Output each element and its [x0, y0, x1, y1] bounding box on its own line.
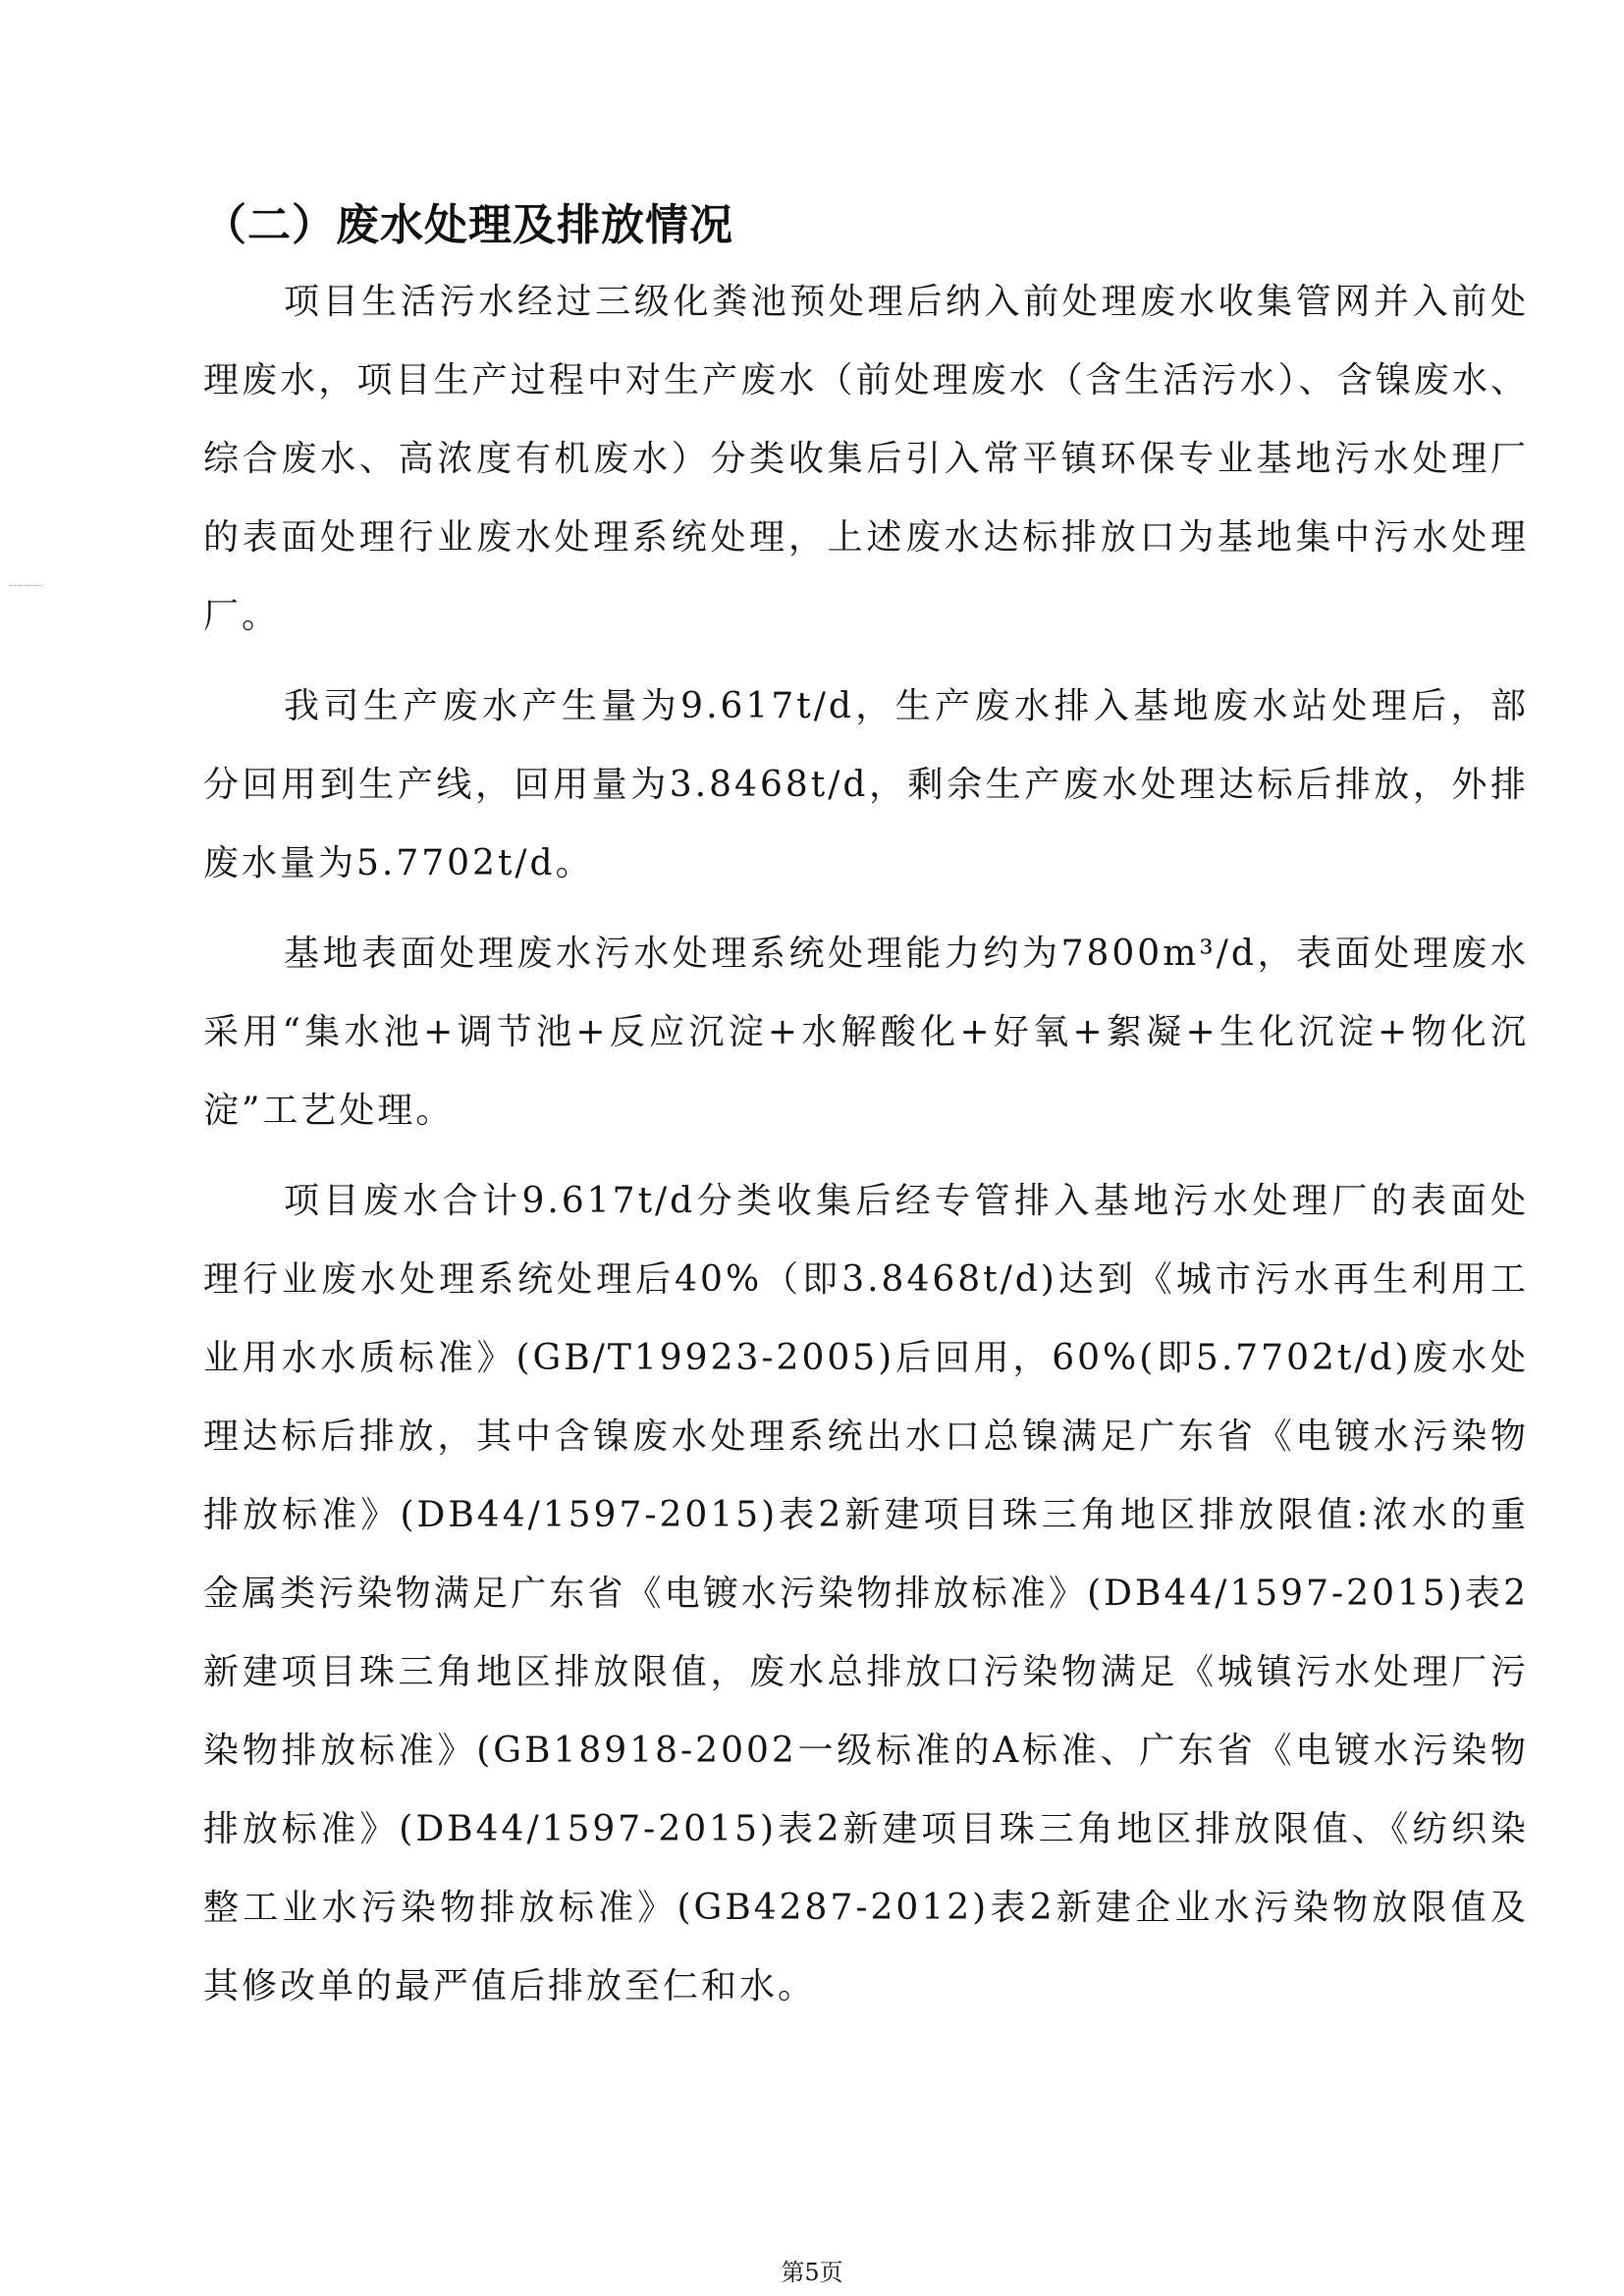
paragraph-wastewater-volume: 我司生产废水产生量为9.617t/d，生产废水排入基地废水站处理后，部分回用到生产线，回用量为3.8468t/d，剩余生产废水处理达标后排放，外排废水量为5.7702t/d。: [203, 686, 1529, 883]
paragraph-sewage-collection: 项目生活污水经过三级化粪池预处理后纳入前处理废水收集管网并入前处理废水，项目生产过程中对生产废水（前处理废水（含生活污水）、含镍废水、综合废水、高浓度有机废水）分类收集后引入常平镇环保专业基地污水处理厂的表面处理行业废水处理系统处理，上述废水达标排放口为基地集中污水处理厂。: [203, 282, 1529, 636]
page-number: 第5页: [781, 2259, 843, 2286]
body-text: [203, 263, 1529, 2038]
paragraph-treatment-capacity: 基地表面处理废水污水处理系统处理能力约为7800m³/d，表面处理废水采用“集水池+调节池+反应沉淀+水解酸化+好氧+絮凝+生化沉淀+物化沉淀”工艺处理。: [203, 934, 1529, 1131]
section-heading: （二）废水处理及排放情况: [203, 200, 733, 250]
scan-speck: [10, 585, 43, 588]
paragraph-discharge-standards: 项目废水合计9.617t/d分类收集后经专管排入基地污水处理厂的表面处理行业废水处理系统处理后40%（即3.8468t/d)达到《城市污水再生利用工业用水水质标准》(GB/T19923-2005)后回用，60%(即5.7702t/d)废水处理达标后排放，其中含镍废水处理系统出水口总镍满足广东省《电镀水污染物排放标准》(DB44/1597-2015)表2新建项目珠三角地区排放限值:浓水的重金属类污染物满足广东省《电镀水污染物排放标准》(DB44/1597-2015)表2新建项目珠三角地区排放限值，废水总排放口污染物满足《城镇污水处理厂污染物排放标准》(GB18918-2002一级标准的A标准、广东省《电镀水污染物排放标准》(DB44/1597-2015)表2新建项目珠三角地区排放限值、《纺织染整工业水污染物排放标准》(GB4287-2012)表2新建企业水污染物放限值及其修改单的最严值后排放至仁和水。: [203, 1181, 1529, 2006]
